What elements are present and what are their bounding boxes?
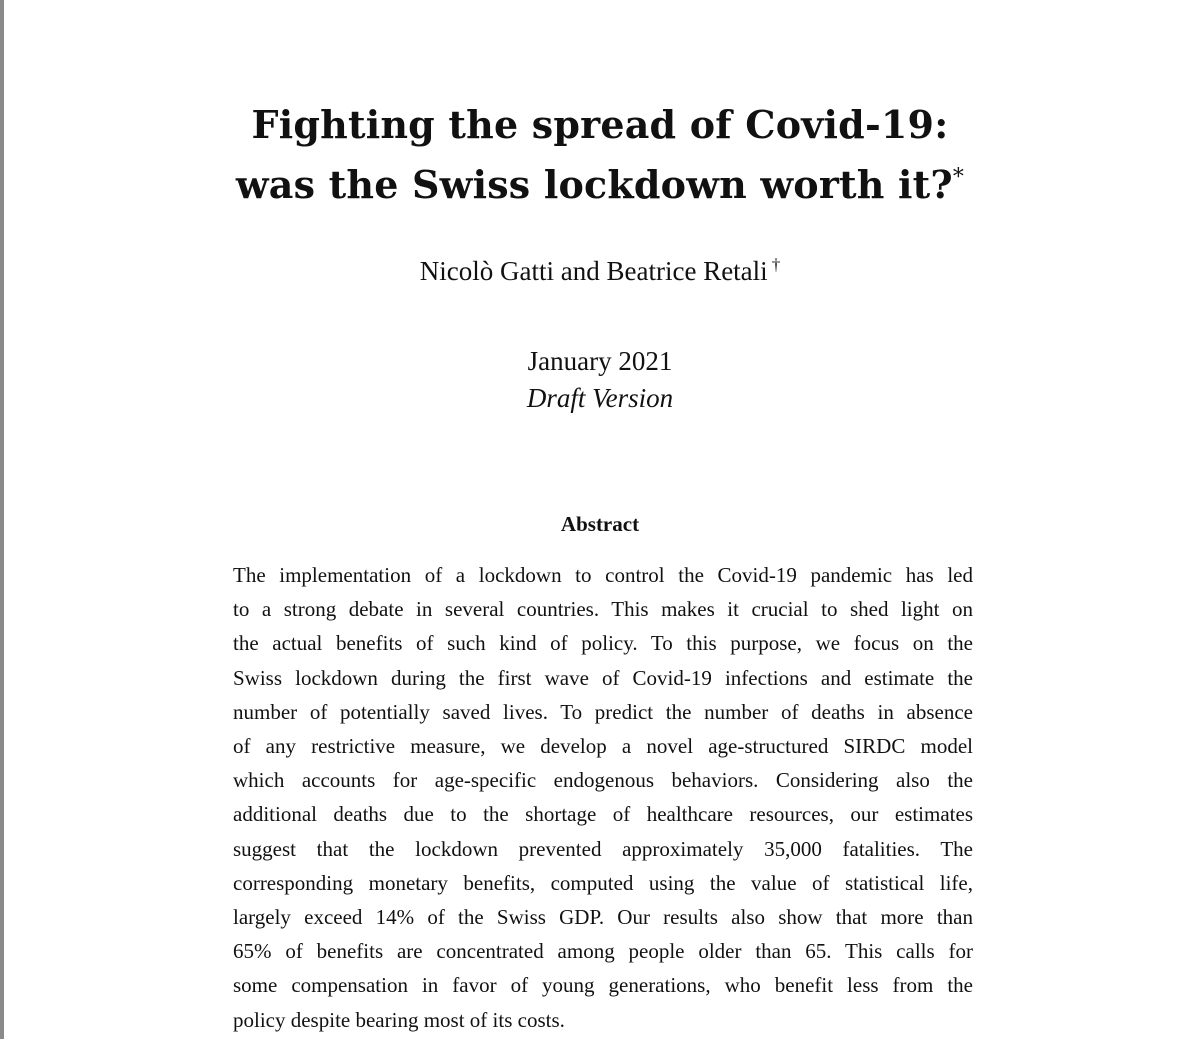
abstract-line: 65% of benefits are concentrated among people older than 65. This calls for [233,939,973,964]
title-line-1: Fighting the spread of Covid-19: [251,102,949,147]
authors-names: Nicolò Gatti and Beatrice Retali [419,256,768,286]
abstract-line: number of potentially saved lives. To predict the number of deaths in absence [233,699,973,724]
abstract-line: Swiss lockdown during the first wave of Covid-19 infections and estimate the [233,665,973,690]
abstract-line: policy despite bearing most of its costs. [233,1007,565,1032]
title-footnote-mark[interactable]: * [952,165,965,190]
title-line-2-text: was the Swiss lockdown worth it? [235,162,953,207]
abstract-line: which accounts for age-specific endogenous behaviors. Considering also the [233,768,973,793]
paper-title [0,95,1200,215]
abstract-line: of any restrictive measure, we develop a novel age-structured SIRDC model [233,734,973,759]
abstract-line: to a strong debate in several countries. This makes it crucial to shed light on [233,597,973,622]
abstract-line: largely exceed 14% of the Swiss GDP. Our results also show that more than [233,905,973,930]
author-line [0,251,1200,291]
abstract-line: corresponding monetary benefits, computed using the value of statistical life, [233,870,973,895]
abstract-line: The implementation of a lockdown to control the Covid-19 pandemic has led [233,563,973,587]
title-line-2 [0,155,1200,215]
abstract-body [233,558,973,1037]
publication-date: January 2021 [527,346,673,376]
abstract-line: additional deaths due to the shortage of healthcare resources, our estimates [233,802,973,827]
date-block [0,343,1200,417]
draft-version-label: Draft Version [526,383,674,413]
abstract-line: some compensation in favor of young generations, who benefit less from the [233,973,973,998]
abstract-heading: Abstract [560,512,640,536]
authors-footnote-mark[interactable]: † [771,255,781,274]
abstract-line: suggest that the lockdown prevented approximately 35,000 fatalities. The [233,836,973,861]
abstract-line: the actual benefits of such kind of policy. To this purpose, we focus on the [233,631,973,656]
